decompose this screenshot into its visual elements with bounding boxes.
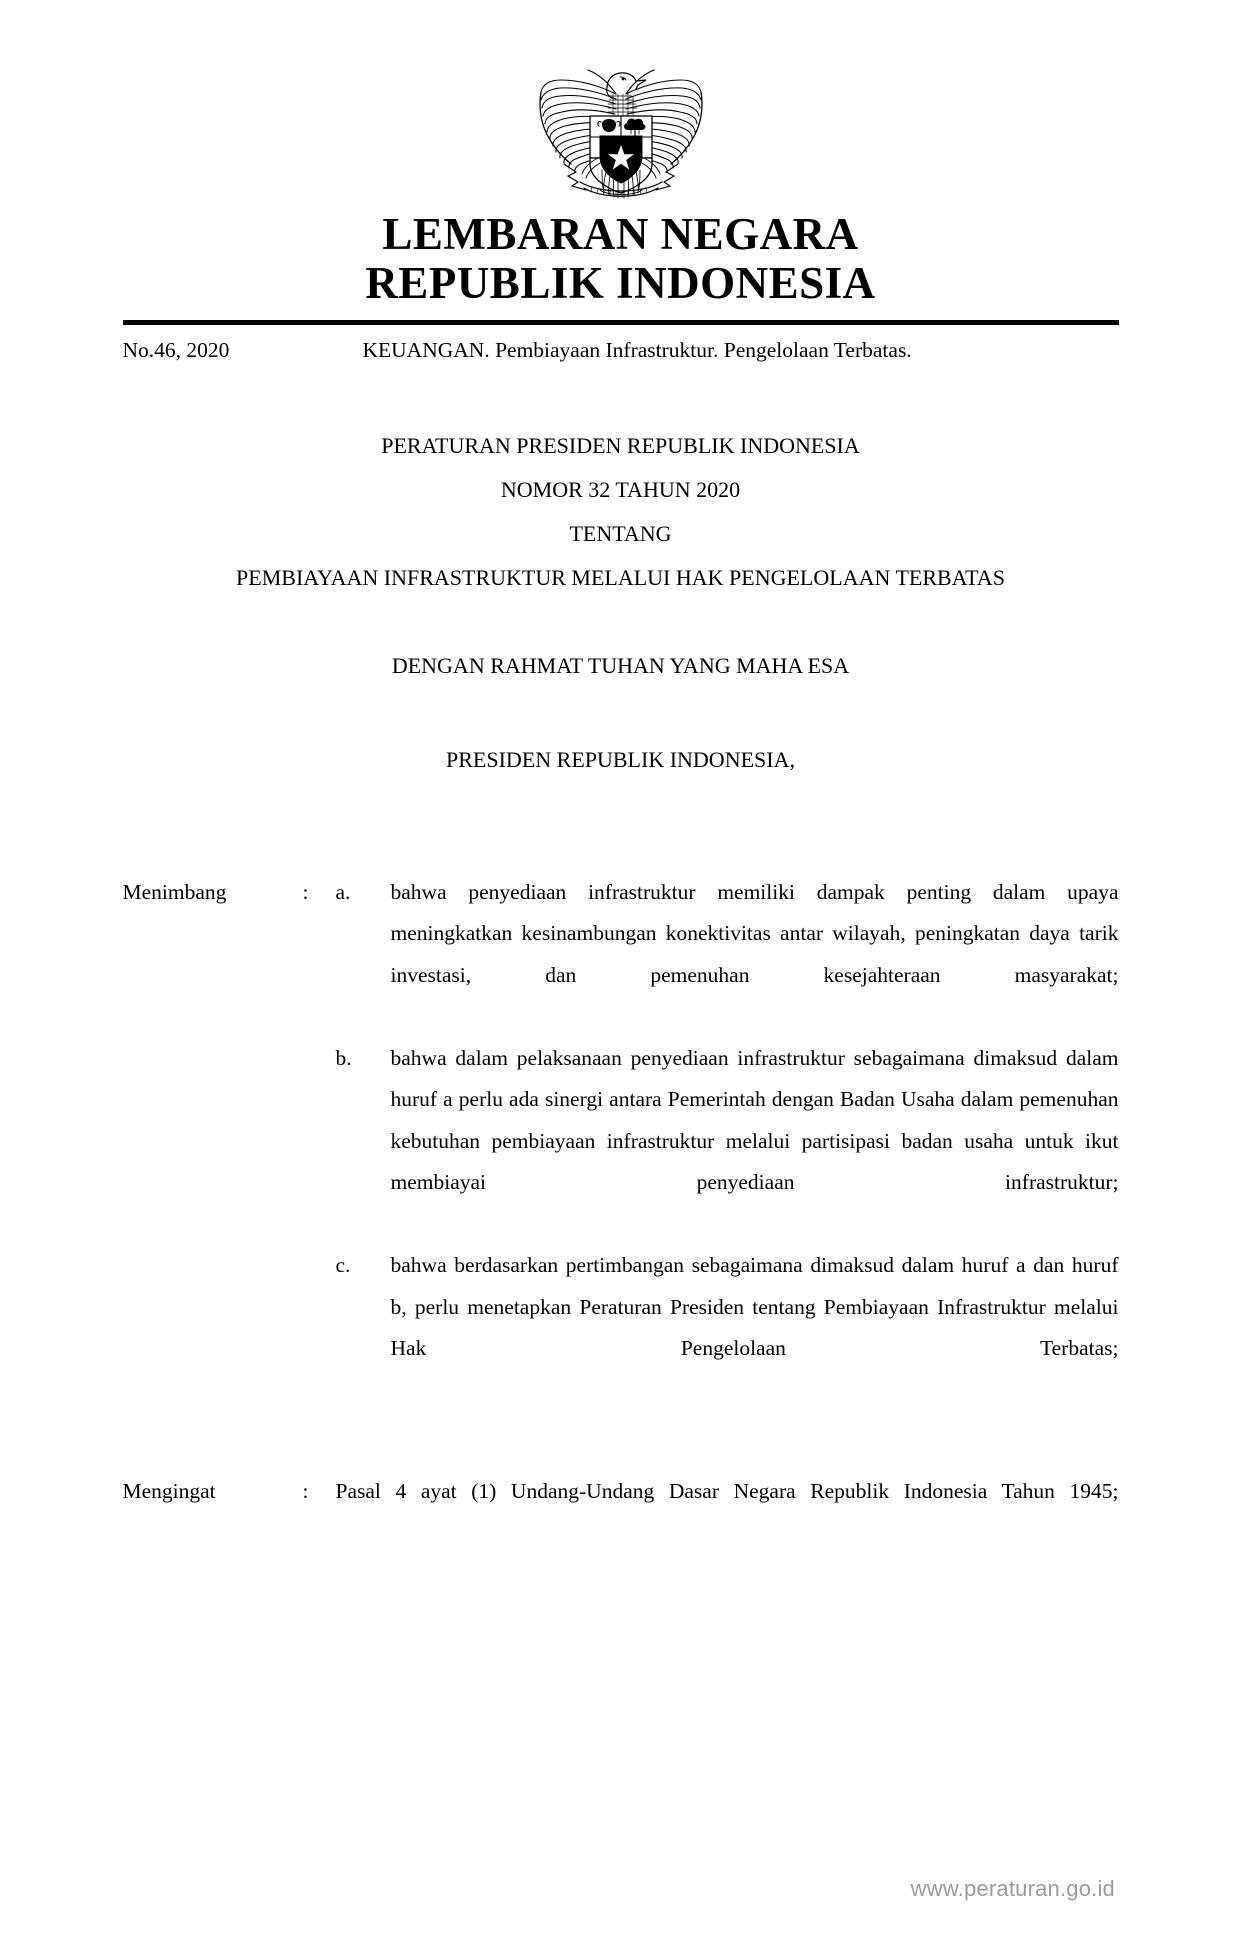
- masthead-title-line-2: REPUBLIK INDONESIA: [365, 258, 876, 309]
- footer-watermark: www.peraturan.go.id: [910, 1876, 1115, 1901]
- emblem-container: [0, 52, 1241, 202]
- consideration-text-b: bahwa dalam pelaksanaan penyediaan infrastruktur sebagaimana dimaksud dalam huruf a perlu ada sinergi antara Pemerintah dengan Badan Usaha dalam pemenuhan kebutuhan pembiayaan infrastruktur melalui partisipasi badan usaha untuk ikut membiayai penyediaan infrastruktur;: [390, 1045, 1119, 1195]
- consideration-item-a: [123, 872, 1119, 1038]
- masthead-title: [0, 210, 1241, 308]
- legal-basis-colon: :: [302, 1479, 309, 1504]
- regulation-title-line-2: NOMOR 32 TAHUN 2020: [500, 476, 741, 502]
- considerations-section: [123, 782, 1119, 1411]
- legal-basis-text: Pasal 4 ayat (1) Undang-Undang Dasar Negara Republik Indonesia Tahun 1945;: [335, 1479, 1119, 1504]
- consideration-item-c: [123, 1245, 1119, 1411]
- masthead: [0, 0, 1241, 308]
- regulation-title-line-4: PEMBIAYAAN INFRASTRUKTUR MELALUI HAK PENGELOLAAN TERBATAS: [236, 564, 1005, 590]
- consideration-text-a: bahwa penyediaan infrastruktur memiliki dampak penting dalam upaya meningkatkan kesinambungan konektivitas antar wilayah, peningkatan daya tarik investasi, dan pemenuhan kesejahteraan masyarakat;: [390, 879, 1119, 987]
- masthead-title-line-1: LEMBARAN NEGARA: [382, 209, 859, 259]
- considerations-colon: :: [302, 879, 309, 904]
- legal-basis-item: [123, 1471, 1119, 1554]
- consideration-marker-b: b.: [335, 1045, 352, 1070]
- gazette-meta-row: [123, 336, 1119, 366]
- regulation-title-line-3: TENTANG: [569, 520, 672, 546]
- issuer-line: PRESIDEN REPUBLIK INDONESIA,: [446, 746, 795, 772]
- legal-basis-label: Mengingat: [122, 1479, 216, 1504]
- masthead-divider: [123, 320, 1119, 325]
- legal-basis-section: [123, 1411, 1119, 1554]
- consideration-text-c: bahwa berdasarkan pertimbangan sebagaimana dimaksud dalam huruf a dan huruf b, perlu menetapkan Peraturan Presiden tentang Pembiayaan Infrastruktur melalui Hak Pengelolaan Terbatas;: [390, 1253, 1119, 1361]
- garuda-pancasila-emblem: [528, 52, 714, 200]
- consideration-item-b: [123, 1038, 1119, 1245]
- consideration-marker-c: c.: [335, 1253, 351, 1278]
- invocation-line: DENGAN RAHMAT TUHAN YANG MAHA ESA: [391, 652, 850, 678]
- regulation-title-block: [123, 424, 1119, 600]
- gazette-subject: KEUANGAN. Pembiayaan Infrastruktur. Pengelolaan Terbatas.: [362, 338, 912, 363]
- consideration-marker-a: a.: [335, 879, 351, 904]
- considerations-label: Menimbang: [122, 879, 227, 904]
- gazette-issue-number: No.46, 2020: [122, 338, 230, 363]
- regulation-title-line-1: PERATURAN PRESIDEN REPUBLIK INDONESIA: [381, 432, 860, 458]
